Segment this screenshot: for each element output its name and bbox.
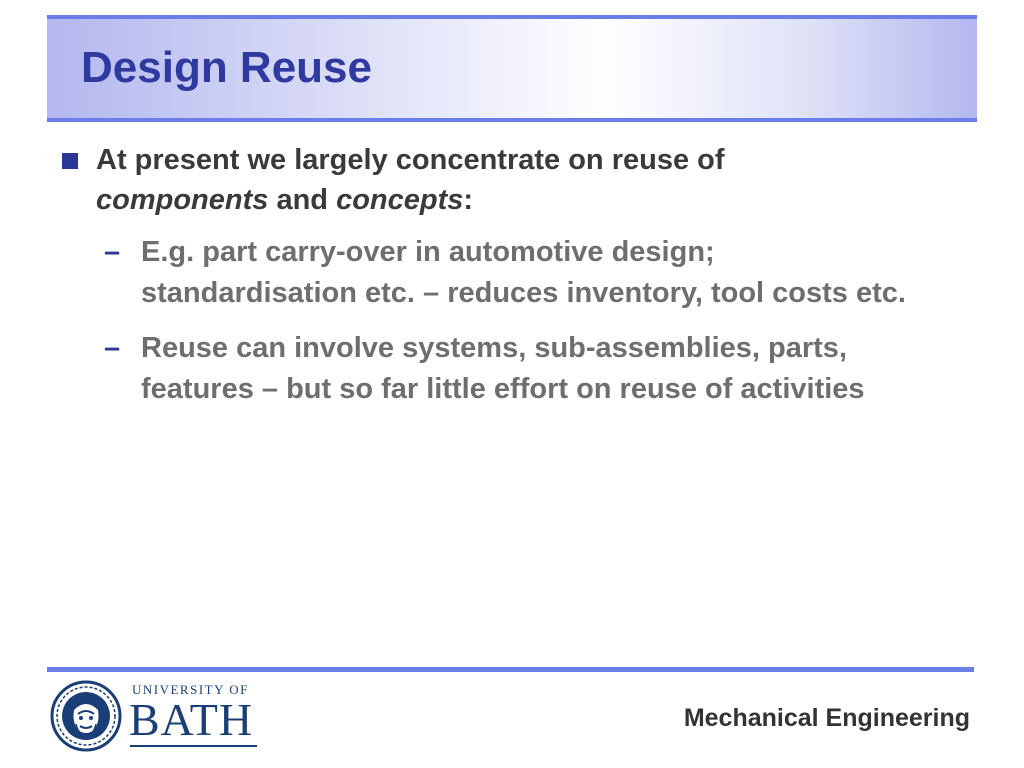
university-seal-icon: [50, 680, 122, 752]
slide-title: Design Reuse: [81, 43, 372, 92]
main-bullet-text-part-2: and: [276, 184, 329, 216]
italic-concepts: concepts: [336, 184, 464, 216]
sub-bullet-text: E.g. part carry-over in automotive design; standardisation etc. – reduces inventory, tool costs etc.: [141, 236, 906, 309]
main-bullet-text-part-1: At present we largely concentrate on reuse of: [96, 144, 725, 176]
title-bar: [47, 15, 977, 122]
logo-underline: [130, 745, 257, 747]
university-logo: [50, 680, 260, 755]
main-bullet-text: [96, 140, 725, 220]
sub-bullet: [104, 328, 934, 410]
logo-university-of: UNIVERSITY OF: [132, 682, 249, 697]
department-label: Mechanical Engineering: [683, 704, 970, 732]
slide-body: [62, 140, 962, 410]
logo-bath: BATH: [129, 694, 254, 745]
footer-divider: [47, 667, 974, 672]
sub-bullet: [104, 232, 934, 314]
sub-bullet-text: Reuse can involve systems, sub-assemblies, parts, features – but so far little effort on reuse of activities: [141, 332, 865, 405]
square-bullet-icon: [62, 153, 78, 169]
dash-bullet-icon: –: [104, 236, 121, 268]
italic-components: components: [96, 184, 269, 216]
main-bullet-colon: :: [463, 184, 474, 216]
dash-bullet-icon: –: [104, 332, 121, 364]
main-bullet: [62, 140, 962, 220]
